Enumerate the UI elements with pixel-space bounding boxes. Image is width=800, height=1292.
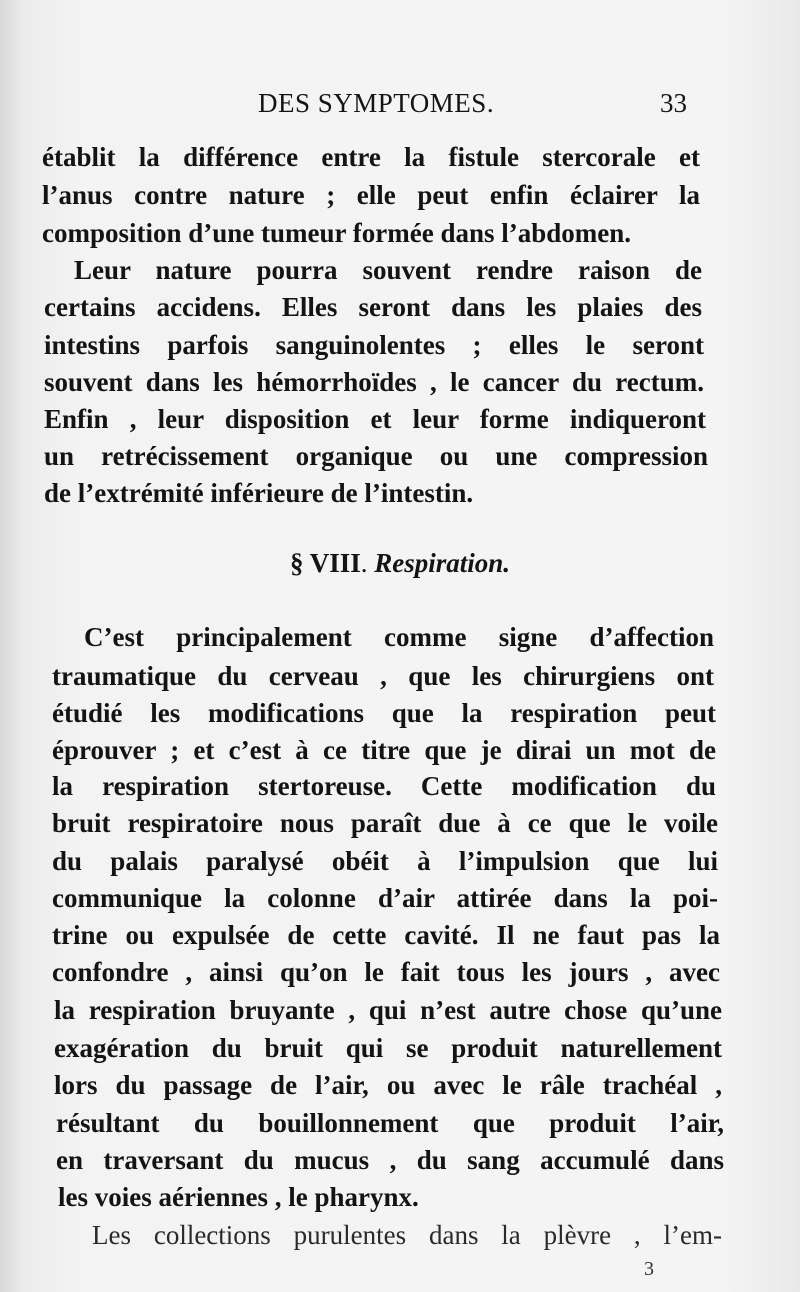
text-line: Enfin , leur disposition et leur forme indiqueront bbox=[44, 404, 706, 434]
section-number: § VIII bbox=[289, 548, 361, 578]
text-line: confondre , ainsi qu’on le fait tous les jours , avec bbox=[52, 957, 720, 987]
text-line: communique la colonne d’air attirée dans la poi- bbox=[52, 883, 718, 913]
running-head: DES SYMPTOMES. bbox=[258, 88, 495, 118]
text-line: de l’extrémité inférieure de l’intestin. bbox=[44, 478, 474, 508]
text-line: la respiration stertoreuse. Cette modification du bbox=[52, 771, 716, 801]
text-line: bruit respiratoire nous paraît due à ce que le voile bbox=[52, 808, 718, 838]
text-line: un retrécissement organique ou une compression bbox=[44, 441, 708, 471]
text-line: lors du passage de l’air, ou avec le râle trachéal , bbox=[54, 1070, 722, 1100]
text-line: certains accidens. Elles seront dans les plaies des bbox=[44, 292, 702, 322]
text-line: éprouver ; et c’est à ce titre que je dirai un mot de bbox=[52, 735, 716, 765]
text-line: du palais paralysé obéit à l’impulsion que lui bbox=[52, 846, 718, 876]
text-line: exagération du bruit qui se produit naturellement bbox=[54, 1033, 722, 1063]
page-number: 33 bbox=[660, 88, 687, 118]
text-line: résultant du bouillonnement que produit l’air, bbox=[56, 1108, 724, 1138]
text-line: la respiration bruyante , qui n’est autre chose qu’une bbox=[54, 995, 722, 1025]
text-line: composition d’une tumeur formée dans l’abdomen. bbox=[42, 218, 632, 248]
text-line: souvent dans les hémorrhoïdes , le cancer du rectum. bbox=[44, 367, 704, 397]
text-line: intestins parfois sanguinolentes ; elles le seront bbox=[44, 330, 704, 360]
text-line: l’anus contre nature ; elle peut enfin éclairer la bbox=[42, 180, 700, 210]
text-line: étudié les modifications que la respiration peut bbox=[52, 698, 716, 728]
text-line: Leur nature pourra souvent rendre raison de bbox=[74, 255, 702, 285]
page-header bbox=[0, 88, 800, 128]
text-line: trine ou expulsée de cette cavité. Il ne faut pas la bbox=[52, 920, 720, 950]
text-line: établit la différence entre la fistule stercorale et bbox=[42, 142, 700, 172]
text-line: les voies aériennes , le pharynx. bbox=[58, 1182, 419, 1212]
text-line: traumatique du cerveau , que les chirurgiens ont bbox=[52, 661, 714, 691]
text-line: en traversant du mucus , du sang accumulé dans bbox=[56, 1145, 724, 1175]
text-line: C’est principalement comme signe d’affection bbox=[84, 622, 714, 652]
section-title: Respiration. bbox=[374, 548, 511, 578]
section-heading bbox=[0, 548, 800, 579]
section-separator: . bbox=[360, 548, 368, 578]
text-line: Les collections purulentes dans la plèvre , l’em- bbox=[92, 1220, 722, 1250]
signature-mark: 3 bbox=[644, 1258, 654, 1280]
